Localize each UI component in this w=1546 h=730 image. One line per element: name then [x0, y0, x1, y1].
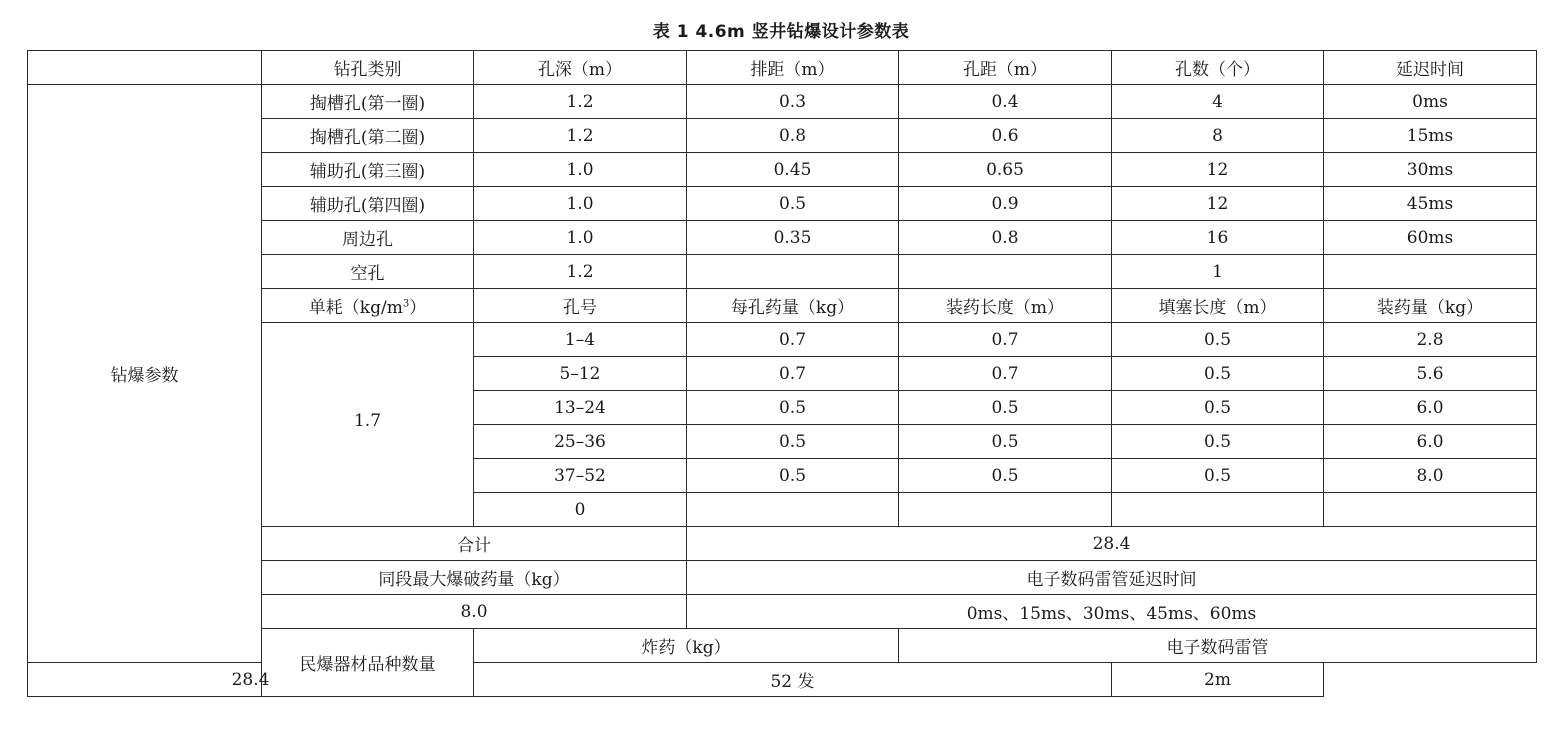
- table-cell: [1324, 493, 1537, 527]
- header-cell: 孔号: [474, 289, 687, 323]
- table-cell: 25–36: [474, 425, 687, 459]
- max-charge-value: 8.0: [262, 595, 687, 629]
- header-corner-cell: [28, 51, 262, 85]
- table-cell: 6.0: [1324, 391, 1537, 425]
- table-cell: 0.7: [899, 357, 1112, 391]
- header-cell: 孔距（m）: [899, 51, 1112, 85]
- blasting-parameter-table: [27, 50, 1537, 697]
- table-cell: 0.5: [1112, 323, 1324, 357]
- table-cell: 0.8: [899, 221, 1112, 255]
- table-cell: [687, 493, 899, 527]
- total-value: 28.4: [687, 527, 1537, 561]
- header-cell: 填塞长度（m）: [1112, 289, 1324, 323]
- table-cell: 5.6: [1324, 357, 1537, 391]
- materials-value-leg-wire: 2m: [1112, 663, 1324, 697]
- section-label-drilling: 钻爆参数: [28, 85, 262, 663]
- table-cell: 0.45: [687, 153, 899, 187]
- header-cell-unit-consumption: [262, 289, 474, 323]
- table-cell: 30ms: [1324, 153, 1537, 187]
- table-cell: 掏槽孔(第二圈): [262, 119, 474, 153]
- header-row: [28, 51, 1537, 85]
- table-cell: 2.8: [1324, 323, 1537, 357]
- unit-consumption-label: 单耗（kg/m: [308, 298, 403, 318]
- table-cell: 0.7: [687, 357, 899, 391]
- table-cell: [899, 493, 1112, 527]
- header-cell: 每孔药量（kg）: [687, 289, 899, 323]
- table-cell: 8: [1112, 119, 1324, 153]
- table-cell: 45ms: [1324, 187, 1537, 221]
- table-cell: 6.0: [1324, 425, 1537, 459]
- table-cell: 0ms: [1324, 85, 1537, 119]
- table-cell: 1–4: [474, 323, 687, 357]
- table-cell: 0.4: [899, 85, 1112, 119]
- table-cell: [899, 255, 1112, 289]
- table-cell: 0.5: [899, 459, 1112, 493]
- table-cell: 37–52: [474, 459, 687, 493]
- table-cell: 0.5: [1112, 391, 1324, 425]
- table-cell: 0.5: [687, 391, 899, 425]
- table-cell: [1324, 255, 1537, 289]
- table-cell: 0.7: [899, 323, 1112, 357]
- table-cell: 60ms: [1324, 221, 1537, 255]
- table-cell: 0.8: [687, 119, 899, 153]
- materials-value-detonator: 52 发: [474, 663, 1112, 697]
- table-cell: 掏槽孔(第一圈): [262, 85, 474, 119]
- detonator-delay-label: 电子数码雷管延迟时间: [687, 561, 1537, 595]
- table-cell: [1112, 493, 1324, 527]
- table-cell: 0.35: [687, 221, 899, 255]
- table-cell: 辅助孔(第三圈): [262, 153, 474, 187]
- table-cell: 16: [1112, 221, 1324, 255]
- table-cell: 辅助孔(第四圈): [262, 187, 474, 221]
- table-cell: 0: [474, 493, 687, 527]
- table-cell: 1.0: [474, 221, 687, 255]
- unit-consumption-close: ）: [409, 298, 427, 318]
- table-cell: 0.5: [687, 187, 899, 221]
- table-row: [28, 85, 1537, 119]
- table-cell: 0.5: [1112, 425, 1324, 459]
- table-cell: 4: [1112, 85, 1324, 119]
- detonator-delay-value: 0ms、15ms、30ms、45ms、60ms: [687, 595, 1537, 629]
- table-cell: 13–24: [474, 391, 687, 425]
- table-cell: 空孔: [262, 255, 474, 289]
- table-cell: 1.2: [474, 85, 687, 119]
- table-cell: 12: [1112, 187, 1324, 221]
- header-cell: 装药长度（m）: [899, 289, 1112, 323]
- header-cell: 排距（m）: [687, 51, 899, 85]
- table-cell: 1.2: [474, 255, 687, 289]
- section-label-materials: 民爆器材品种数量: [262, 629, 474, 697]
- table-cell: 0.7: [687, 323, 899, 357]
- table-cell: 0.5: [899, 391, 1112, 425]
- header-cell: 孔数（个）: [1112, 51, 1324, 85]
- header-cell: 孔深（m）: [474, 51, 687, 85]
- table-cell: 0.6: [899, 119, 1112, 153]
- unit-consumption-value: 1.7: [262, 323, 474, 527]
- table-title: 表 1 4.6m 竖井钻爆设计参数表: [652, 22, 910, 42]
- materials-header-detonator: 电子数码雷管: [899, 629, 1537, 663]
- table-cell: 周边孔: [262, 221, 474, 255]
- table-cell: 1: [1112, 255, 1324, 289]
- table-cell: 12: [1112, 153, 1324, 187]
- table-cell: 0.5: [687, 459, 899, 493]
- table-cell: 1.0: [474, 187, 687, 221]
- table-cell: 0.9: [899, 187, 1112, 221]
- table-cell: 1.2: [474, 119, 687, 153]
- total-label: 合计: [262, 527, 687, 561]
- materials-header-explosive: 炸药（kg）: [474, 629, 899, 663]
- table-cell: 0.5: [687, 425, 899, 459]
- materials-value-row: [28, 663, 1537, 697]
- table-cell: 0.3: [687, 85, 899, 119]
- header-cell: 钻孔类别: [262, 51, 474, 85]
- table-cell: 0.65: [899, 153, 1112, 187]
- max-charge-label: 同段最大爆破药量（kg）: [262, 561, 687, 595]
- table-cell: 5–12: [474, 357, 687, 391]
- table-cell: 15ms: [1324, 119, 1537, 153]
- table-cell: 0.5: [899, 425, 1112, 459]
- header-cell: 装药量（kg）: [1324, 289, 1537, 323]
- table-cell: 0.5: [1112, 357, 1324, 391]
- materials-value-explosive: 28.4: [28, 663, 474, 697]
- table-cell: 8.0: [1324, 459, 1537, 493]
- table-cell: 0.5: [1112, 459, 1324, 493]
- table-cell: 1.0: [474, 153, 687, 187]
- header-cell: 延迟时间: [1324, 51, 1537, 85]
- unit-consumption-superscript: 3: [402, 298, 410, 310]
- table-cell: [687, 255, 899, 289]
